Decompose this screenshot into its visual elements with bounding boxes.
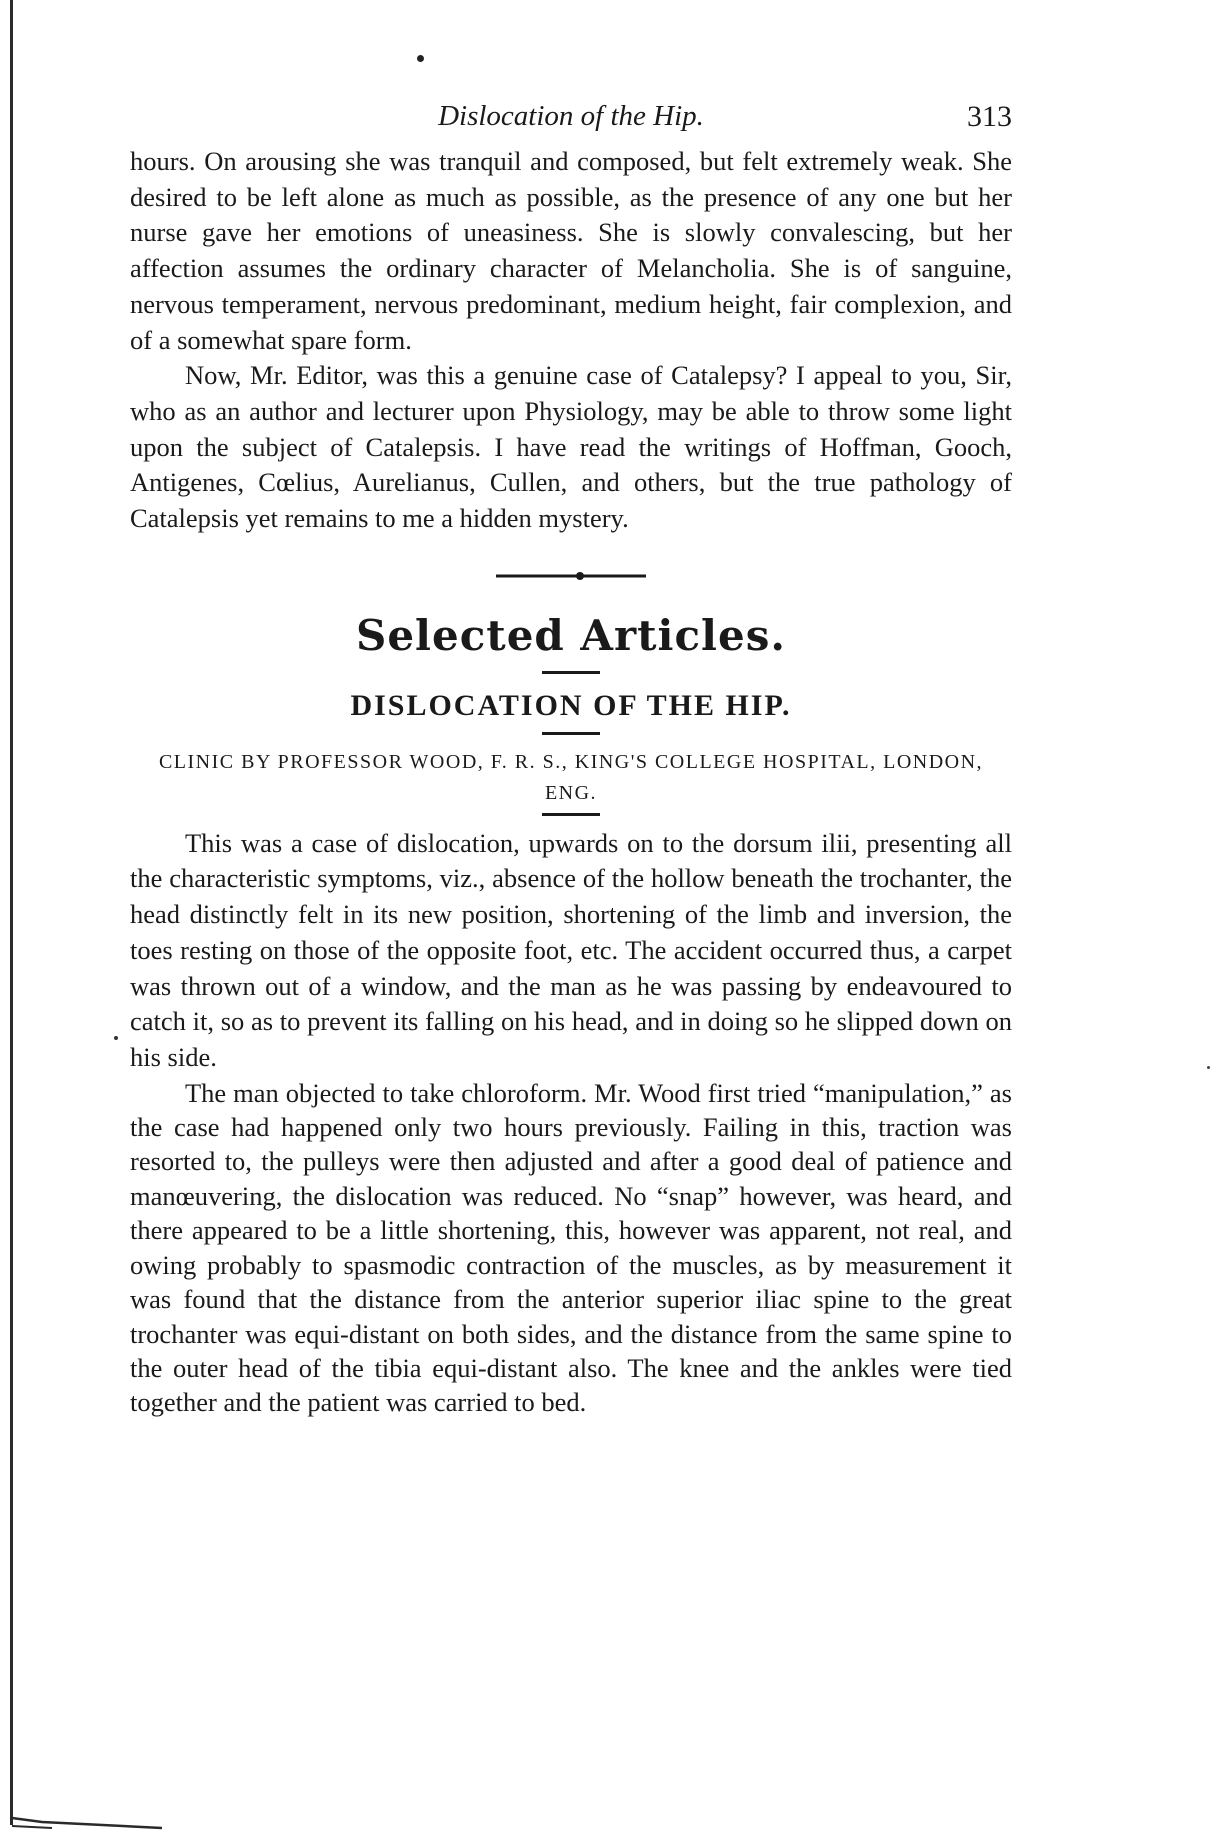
running-head: [130, 100, 1012, 144]
paragraph: The man objected to take chloroform. Mr. Wood first tried “manipulation,” as the case had happened only two hours previously. Failing in this, traction was resorted to, the pulleys were then adjusted and after a good deal of patience and manœuvering, the dislocation was reduced. No “snap” however, was heard, and there appeared to be a little shortening, this, however was apparent, not real, and owing probably to spasmodic contraction of the muscles, as by measurement it was found that the distance from the anterior superior iliac spine to the great trochanter was equi-distant on both sides, and the distance from the same spine to the outer head of the tibia equi-distant also. The knee and the ankles were tied together and the patient was carried to bed.: [130, 1077, 1012, 1418]
paragraph: This was a case of dislocation, upwards on to the dorsum ilii, presenting all the characteristic symptoms, viz., absence of the hollow beneath the trochanter, the head distinctly felt in its new position, shortening of the limb and inversion, the toes resting on those of the opposite foot, etc. The accident occurred thus, a carpet was thrown out of a window, and the man as he was passing by endeavoured to catch it, so as to prevent its falling on his head, and in doing so he slipped down on his side.: [130, 827, 1012, 1072]
running-head-title: Dislocation of the Hip.: [438, 100, 704, 132]
short-rule: [542, 732, 600, 735]
short-rule: [542, 813, 600, 816]
print-speck: [1207, 1066, 1210, 1069]
article-title: DISLOCATION OF THE HIP.: [350, 688, 792, 722]
paragraph: hours. On arousing she was tranquil and composed, but felt extremely weak. She desired to be left alone as much as possible, as the presence of any one but her nurse gave her emotions of uneasiness. She is slowly convalescing, but her affection assumes the ordinary character of Melancholia. She is of sanguine, nervous temperament, nervous predominant, medium height, fair complexion, and of a somewhat spare form.: [130, 146, 1012, 355]
page-number: 313: [967, 100, 1012, 133]
binding-foot-mark: [12, 1816, 162, 1830]
document-page: [130, 100, 1012, 1420]
section-divider-ornament: [130, 571, 1012, 581]
article-body: [130, 826, 1012, 1420]
previous-article-text: [130, 144, 1012, 537]
short-rule: [542, 671, 600, 674]
paragraph: Now, Mr. Editor, was this a genuine case of Catalepsy? I appeal to you, Sir, who as an author and lecturer upon Physiology, may be able to throw some light upon the subject of Catalepsis. I have read the writings of Hoffman, Gooch, Antigenes, Cœlius, Aurelianus, Cullen, and others, but the true pathology of Catalepsis yet remains to me a hidden mystery.: [130, 360, 1012, 534]
page-binding-edge: [10, 0, 13, 1825]
print-speck: [417, 55, 424, 62]
print-speck: [114, 1036, 118, 1040]
article-byline: CLINIC BY PROFESSOR WOOD, F. R. S., KING'S COLLEGE HOSPITAL, LONDON, ENG.: [158, 750, 984, 804]
section-heading: Selected Articles.: [355, 610, 786, 660]
